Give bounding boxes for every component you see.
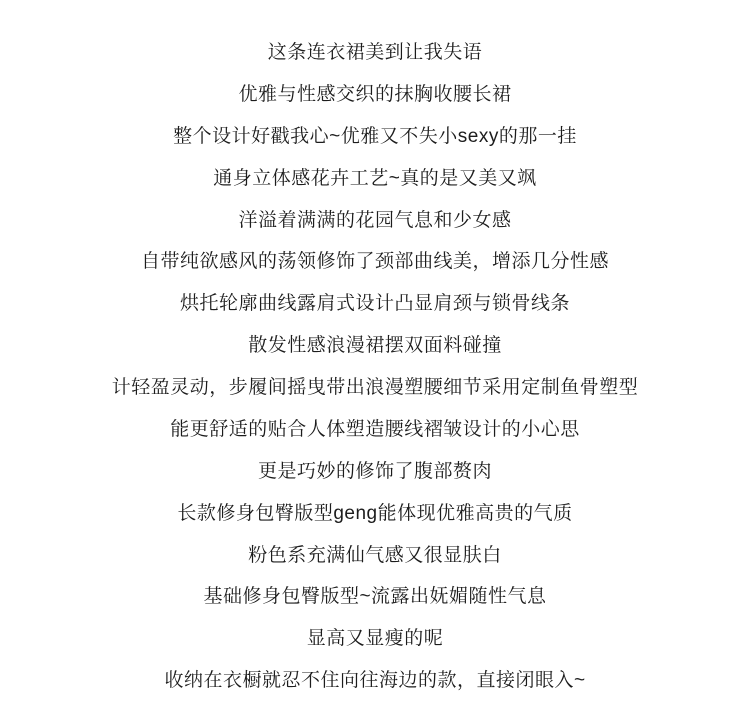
text-line: 自带纯欲感风的荡领修饰了颈部曲线美，增添几分性感 [140, 251, 609, 273]
text-line: 基础修身包臀版型~流露出妩媚随性气息 [203, 586, 547, 608]
text-line: 烘托轮廓曲线露肩式设计凸显肩颈与锁骨线条 [179, 293, 570, 315]
text-line: 优雅与性感交织的抹胸收腰长裙 [238, 83, 512, 105]
text-line: 这条连衣裙美到让我失语 [267, 42, 483, 64]
text-line: 收纳在衣橱就忍不住向往海边的款，直接闭眼入~ [164, 670, 586, 692]
text-line: 显高又显瘦的呢 [306, 628, 444, 650]
text-line: 整个设计好戳我心~优雅又不失小sexy的那一挂 [173, 125, 577, 147]
text-line: 粉色系充满仙气感又很显肤白 [248, 544, 502, 566]
text-line: 更是巧妙的修饰了腹部赘肉 [257, 460, 492, 482]
text-line: 长款修身包臀版型geng能体现优雅高贵的气质 [177, 502, 573, 524]
text-line: 能更舒适的贴合人体塑造腰线褶皱设计的小心思 [170, 418, 580, 440]
text-line: 计轻盈灵动，步履间摇曳带出浪漫塑腰细节采用定制鱼骨塑型 [111, 377, 639, 399]
text-line: 洋溢着满满的花园气息和少女感 [238, 209, 512, 231]
text-line: 散发性感浪漫裙摆双面料碰撞 [248, 335, 502, 357]
text-line: 通身立体感花卉工艺~真的是又美又飒 [213, 167, 537, 189]
